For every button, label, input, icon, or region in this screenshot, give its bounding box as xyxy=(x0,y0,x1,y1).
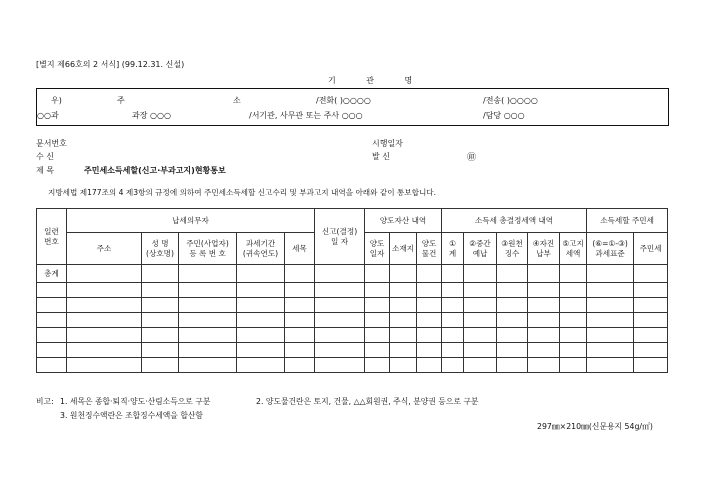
serial-header: 일련 번호 xyxy=(37,209,67,265)
staff-label: /담당 ○○○ xyxy=(483,111,525,120)
agency-name: 기 관 명 xyxy=(328,76,427,85)
doc-number-label: 문서번호 xyxy=(36,139,67,148)
resident-tax-col-header: 주민세 xyxy=(634,233,668,265)
table-row xyxy=(37,313,668,328)
notice-text: 지방세법 제177조의 4 제3항의 규정에 의하여 주민세소득세할 신고수리 및 부과고지 내역을 아래와 같이 통보합니다. xyxy=(48,188,437,197)
total-row xyxy=(37,265,668,283)
report-table xyxy=(36,208,668,373)
total-col-header: ① 계 xyxy=(442,233,464,265)
recipient-label: 수 신 xyxy=(36,152,54,161)
seal-mark: ㊞ xyxy=(467,153,477,163)
subject-value: 주민세소득세할(신고·부과고지)현황통보 xyxy=(84,166,226,175)
registration-header: 주민(사업자) 등 록 번 호 xyxy=(179,233,237,265)
table-row xyxy=(37,343,668,358)
remark-2: 2. 양도물건란은 토지, 건물, △△회원권, 주식, 분양권 등으로 구분 xyxy=(256,397,479,406)
letterhead-box xyxy=(36,88,669,126)
notice-amount-header: ⑤고지 세액 xyxy=(560,233,587,265)
taxpayer-header: 납세의무자 xyxy=(67,209,315,233)
address-label-1: 주 xyxy=(117,96,125,105)
resident-tax-header: 소득세할 주민세 xyxy=(587,209,668,233)
name-header: 성 명 (상호명) xyxy=(142,233,179,265)
income-tax-header: 소득세 총결정세액 내역 xyxy=(442,209,587,233)
remark-1: 1. 세목은 종합·퇴직·양도·산림소득으로 구분 xyxy=(60,397,211,406)
subject-label: 제 목 xyxy=(36,166,54,175)
paper-size: 297㎜×210㎜(신문용지 54g/㎡) xyxy=(537,422,653,431)
table-row xyxy=(37,358,668,373)
remark-3: 3. 원천징수액란은 조합징수세액을 합산함 xyxy=(60,411,203,420)
sender-label: 발 신 xyxy=(372,152,390,161)
transfer-date-header: 양도 일자 xyxy=(365,233,390,265)
table-row xyxy=(37,298,668,313)
filing-date-header: 신고(결정) 일 자 xyxy=(315,209,365,265)
fax-label: /전송( )○○○○ xyxy=(483,96,538,105)
total-label: 총계 xyxy=(37,265,67,283)
department-label: ○○과 xyxy=(37,111,59,120)
transfer-object-header: 양도 물건 xyxy=(417,233,442,265)
address-header: 주소 xyxy=(67,233,142,265)
location-header: 소재지 xyxy=(390,233,417,265)
tax-item-header: 세목 xyxy=(285,233,315,265)
period-header: 과세기간 (귀속연도) xyxy=(237,233,285,265)
officer-label: /서기관, 사무관 또는 주사 ○○○ xyxy=(249,111,363,120)
remarks-label: 비고: xyxy=(36,397,54,406)
table-row xyxy=(37,283,668,298)
tax-base-header: (⑥=①-③) 과세표준 xyxy=(587,233,634,265)
phone-label: /전화( )○○○○ xyxy=(316,96,371,105)
withholding-header: ③원천 징수 xyxy=(497,233,528,265)
table-row xyxy=(37,328,668,343)
address-label-2: 소 xyxy=(233,96,241,105)
date-label: 시행일자 xyxy=(372,139,403,148)
form-reference: [별지 제66호의 2 서식] (99.12.31. 신설) xyxy=(36,60,185,69)
chief-label: 과장 ○○○ xyxy=(132,111,171,120)
interim-header: ②중간 예납 xyxy=(464,233,497,265)
transfer-header: 양도자산 내역 xyxy=(365,209,442,233)
self-payment-header: ④자진 납부 xyxy=(528,233,560,265)
postal-label: 우) xyxy=(51,96,62,105)
